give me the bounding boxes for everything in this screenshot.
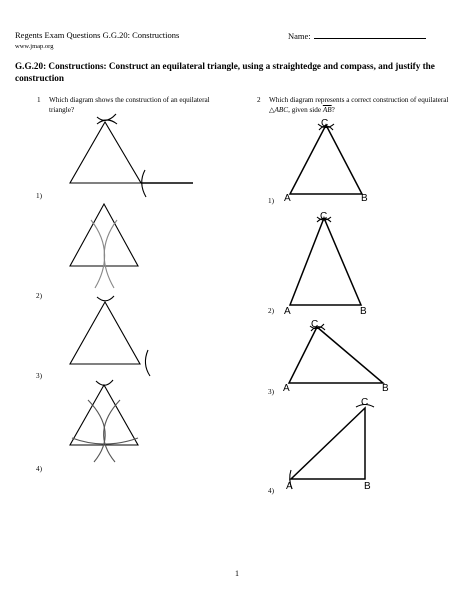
point-label-b: B: [382, 383, 389, 394]
point-label-c: C: [320, 211, 328, 222]
question-number: 2: [257, 96, 261, 104]
question-number: 1: [37, 96, 41, 104]
section-heading: G.G.20: Constructions: Construct an equilateral triangle, using a straightedge and compass, and justify the construction: [15, 61, 435, 83]
q2-diagram-3[interactable]: [289, 324, 383, 383]
question-text-middle: , given side: [288, 105, 322, 114]
point-label-c: C: [361, 397, 369, 408]
point-label-c: C: [321, 118, 329, 129]
document-title: Regents Exam Questions G.G.20: Constructions: [15, 30, 180, 40]
q1-diagram-4[interactable]: [70, 380, 138, 462]
q1-choice-3-label[interactable]: 3): [36, 372, 42, 380]
triangle: [290, 218, 361, 305]
source-url: www.jmap.org: [15, 43, 54, 50]
compass-arc: [96, 380, 113, 385]
compass-arc: [145, 350, 150, 376]
q2-diagram-2[interactable]: [290, 217, 361, 305]
q1-diagram-1[interactable]: [70, 114, 193, 197]
point-label-a: A: [286, 481, 293, 492]
question-text-prefix: Which diagram represents a correct construction of equilateral: [269, 96, 449, 104]
compass-arc: [97, 296, 114, 301]
triangle: [70, 302, 140, 364]
question-text-suffix: ?: [331, 105, 335, 114]
q1-choice-2-label[interactable]: 2): [36, 292, 42, 300]
triangle: [70, 122, 141, 183]
q2-choice-1-label[interactable]: 1): [268, 197, 274, 205]
triangle-name: ABC: [274, 105, 289, 114]
compass-arc: [104, 220, 117, 288]
compass-arc: [91, 220, 105, 288]
point-label-a: A: [284, 193, 291, 204]
point-label-b: B: [360, 306, 367, 317]
segment-name: $\overline{AB}$: [322, 105, 332, 114]
point-label-a: A: [284, 306, 291, 317]
compass-arc: [97, 114, 116, 120]
triangle: [290, 125, 362, 194]
q2-choice-4-label[interactable]: 4): [268, 487, 274, 495]
page-number: 1: [235, 569, 239, 578]
point-label-c: C: [311, 319, 319, 330]
point-label-b: B: [364, 481, 371, 492]
point-label-a: A: [283, 383, 290, 394]
q1-diagram-3[interactable]: [70, 296, 150, 376]
q2-diagram-1[interactable]: [290, 124, 362, 194]
triangle: [291, 408, 365, 479]
q2-choice-2-label[interactable]: 2): [268, 307, 274, 315]
question-text: Which diagram shows the construction of an equilateral triangle?: [49, 96, 210, 114]
name-label: Name:: [288, 31, 311, 41]
q1-diagram-2[interactable]: [70, 204, 138, 288]
q1-choice-1-label[interactable]: 1): [36, 192, 42, 200]
triangle: [289, 327, 383, 383]
triangle-symbol: △: [269, 105, 275, 114]
q2-choice-3-label[interactable]: 3): [268, 388, 274, 396]
q1-choice-4-label[interactable]: 4): [36, 465, 42, 473]
q2-diagram-4[interactable]: [290, 405, 374, 490]
point-label-b: B: [361, 193, 368, 204]
